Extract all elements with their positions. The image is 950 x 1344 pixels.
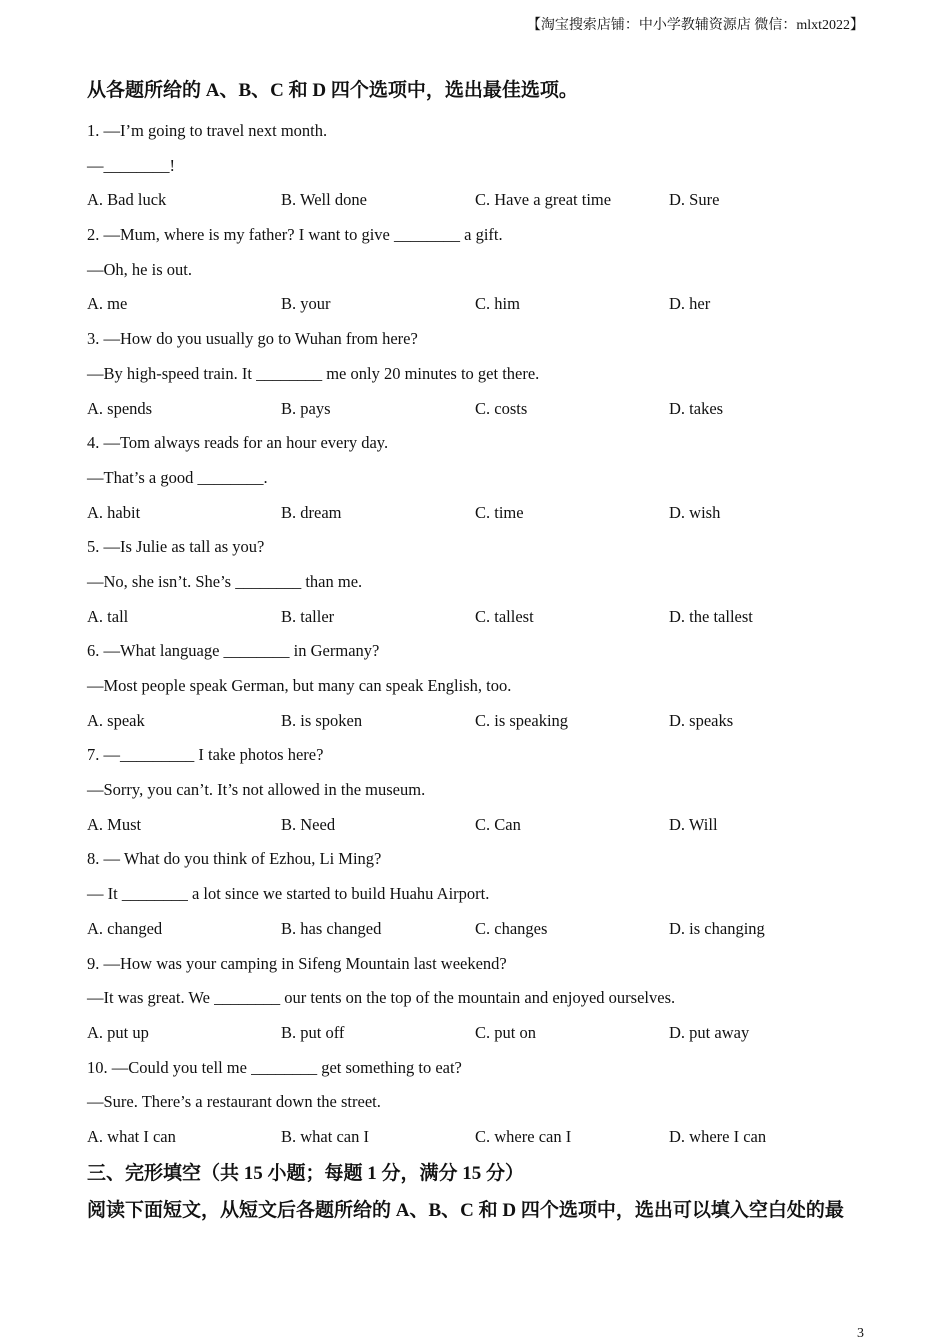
answer-line: —Sure. There’s a restaurant down the street.: [87, 1092, 381, 1112]
page-number: 3: [857, 1326, 864, 1341]
question-item: [87, 218, 887, 322]
question-text: 1. —I’m going to travel next month.: [87, 121, 328, 140]
page-header: 【淘宝搜索店铺：中小学教辅资源店 微信：mlxt2022】: [526, 18, 864, 33]
section-title: 三、完形填空（共 15 小题；每题 1 分，满分 15 分）: [87, 1162, 525, 1184]
option-choice: D. Will: [669, 814, 718, 834]
option-choice: B. dream: [281, 502, 342, 522]
option-choice: C. changes: [475, 918, 548, 938]
option-choice: D. her: [669, 294, 711, 314]
option-row: [87, 1120, 887, 1155]
option-choice: D. Sure: [669, 190, 720, 210]
option-choice: A. Must: [87, 814, 142, 834]
option-choice: A. what I can: [87, 1126, 176, 1146]
option-choice: B. your: [281, 294, 331, 314]
option-choice: C. where can I: [475, 1126, 572, 1146]
answer-line: —Sorry, you can’t. It’s not allowed in the museum.: [87, 780, 426, 800]
option-choice: A. Bad luck: [87, 190, 167, 210]
answer-line: —Oh, he is out.: [87, 259, 192, 279]
option-row: [87, 1016, 887, 1051]
option-row: [87, 704, 887, 739]
option-row: [87, 496, 887, 531]
question-text: 3. —How do you usually go to Wuhan from here?: [87, 329, 418, 349]
question-list: [87, 114, 887, 1155]
option-choice: B. has changed: [281, 918, 382, 938]
question-item: [87, 738, 887, 842]
question-text: 9. —How was your camping in Sifeng Mountain last weekend?: [87, 953, 507, 973]
option-choice: B. Need: [281, 814, 336, 834]
question-text: 10. —Could you tell me ________ get something to eat?: [87, 1057, 462, 1077]
answer-line: —It was great. We ________ our tents on the top of the mountain and enjoyed ourselves.: [87, 988, 676, 1008]
answer-line: —________!: [87, 155, 175, 175]
option-choice: B. put off: [281, 1022, 345, 1042]
option-choice: A. changed: [87, 918, 163, 938]
option-choice: C. tallest: [475, 606, 534, 626]
option-row: [87, 600, 887, 635]
question-text: 6. —What language ________ in Germany?: [87, 641, 380, 661]
option-choice: B. taller: [281, 606, 335, 626]
option-choice: B. pays: [281, 398, 331, 418]
option-choice: D. is changing: [669, 918, 765, 938]
question-item: [87, 426, 887, 530]
option-choice: A. spends: [87, 398, 153, 418]
option-row: [87, 912, 887, 947]
option-choice: A. habit: [87, 502, 141, 522]
answer-line: —By high-speed train. It ________ me only 20 minutes to get there.: [87, 363, 540, 383]
question-item: [87, 530, 887, 634]
option-choice: D. speaks: [669, 710, 734, 730]
question-item: [87, 842, 887, 946]
option-choice: C. put on: [475, 1022, 536, 1042]
instruction: 从各题所给的 A、B、C 和 D 四个选项中，选出最佳选项。: [87, 80, 578, 101]
option-choice: B. what can I: [281, 1126, 369, 1146]
answer-line: —That’s a good ________.: [87, 467, 268, 487]
option-row: [87, 183, 887, 218]
option-choice: C. Have a great time: [475, 190, 612, 210]
section-instruction: 阅读下面短文，从短文后各题所给的 A、B、C 和 D 四个选项中，选出可以填入空白处的最: [87, 1199, 844, 1221]
option-choice: D. where I can: [669, 1126, 767, 1146]
option-choice: D. the tallest: [669, 606, 753, 626]
question-text: 4. —Tom always reads for an hour every day.: [87, 433, 389, 453]
answer-line: —Most people speak German, but many can speak English, too.: [87, 676, 512, 695]
document-body: [87, 78, 887, 1229]
question-text: 5. —Is Julie as tall as you?: [87, 537, 265, 557]
question-item: [87, 634, 887, 738]
question-text: 8. — What do you think of Ezhou, Li Ming?: [87, 849, 382, 869]
option-choice: B. is spoken: [281, 710, 363, 730]
option-choice: C. Can: [475, 814, 521, 834]
option-choice: C. him: [475, 294, 520, 314]
question-item: [87, 1051, 887, 1155]
question-text: 7. —_________ I take photos here?: [87, 745, 324, 765]
option-row: [87, 808, 887, 843]
question-item: [87, 947, 887, 1051]
option-choice: C. is speaking: [475, 710, 569, 730]
option-choice: A. speak: [87, 710, 145, 730]
option-choice: D. wish: [669, 502, 721, 522]
answer-line: —No, she isn’t. She’s ________ than me.: [87, 571, 363, 591]
option-choice: A. put up: [87, 1022, 149, 1042]
option-row: [87, 287, 887, 322]
option-choice: B. Well done: [281, 190, 367, 210]
option-choice: D. put away: [669, 1022, 750, 1042]
option-choice: D. takes: [669, 398, 724, 418]
question-item: [87, 322, 887, 426]
option-choice: A. tall: [87, 606, 129, 626]
question-item: [87, 114, 887, 218]
option-choice: C. costs: [475, 398, 528, 418]
option-choice: A. me: [87, 294, 128, 314]
question-text: 2. —Mum, where is my father? I want to give ________ a gift.: [87, 225, 503, 245]
option-choice: C. time: [475, 502, 524, 522]
answer-line: — It ________ a lot since we started to build Huahu Airport.: [87, 884, 490, 904]
option-row: [87, 392, 887, 427]
